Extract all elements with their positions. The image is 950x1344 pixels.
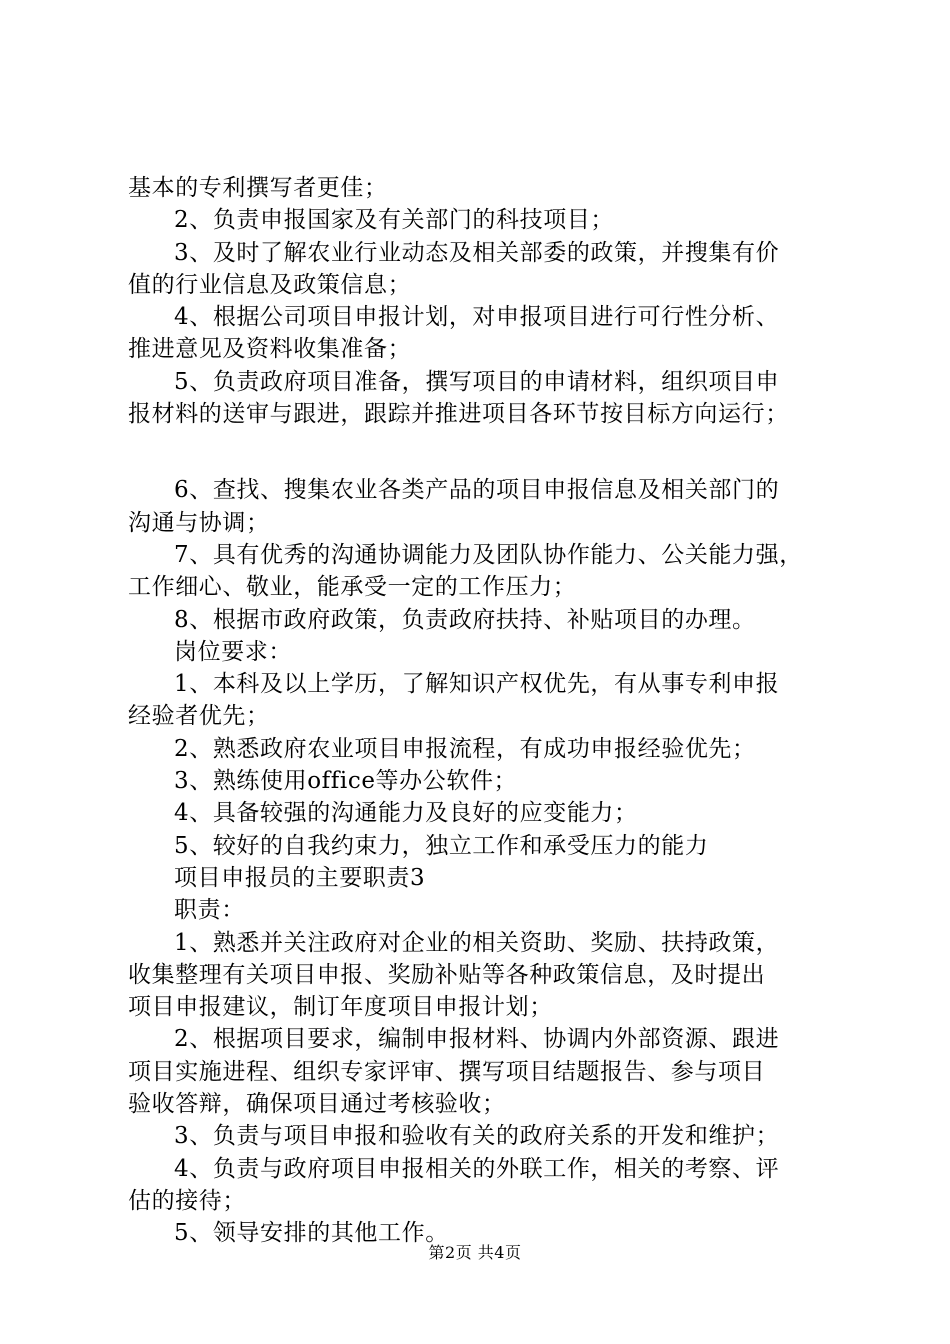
text-line: 报材料的送审与跟进，跟踪并推进项目各环节按目标方向运行； — [128, 401, 789, 428]
text-line: 1、本科及以上学历，了解知识产权优先，有从事专利申报 — [174, 671, 780, 698]
text-line: 4、具备较强的沟通能力及良好的应变能力； — [174, 800, 638, 827]
section-heading: 职责： — [174, 897, 245, 924]
text-line: 值的行业信息及政策信息； — [128, 271, 412, 298]
text-line: 2、负责申报国家及有关部门的科技项目； — [174, 207, 615, 234]
text-line: 沟通与协调； — [128, 509, 270, 536]
text-line: 4、根据公司项目申报计划，对申报项目进行可行性分析、 — [174, 304, 780, 331]
text-line: 收集整理有关项目申报、奖励补贴等各种政策信息，及时提出 — [128, 961, 766, 988]
text-line: 2、熟悉政府农业项目申报流程，有成功申报经验优先； — [174, 735, 756, 762]
text-line: 5、较好的自我约束力，独立工作和承受压力的能力 — [174, 832, 709, 859]
section-heading: 岗位要求： — [174, 638, 292, 665]
text-line: 5、领导安排的其他工作。 — [174, 1220, 449, 1247]
paragraph-gap — [128, 430, 828, 474]
text-line: 验收答辩，确保项目通过考核验收； — [128, 1091, 506, 1118]
text-line: 4、负责与政府项目申报相关的外联工作，相关的考察、评 — [174, 1155, 780, 1182]
text-line: 基本的专利撰写者更佳； — [128, 175, 388, 201]
text-line: 3、及时了解农业行业动态及相关部委的政策，并搜集有价 — [174, 239, 780, 266]
text-line: 1、熟悉并关注政府对企业的相关资助、奖励、扶持政策， — [174, 929, 780, 956]
text-line: 6、查找、搜集农业各类产品的项目申报信息及相关部门的 — [174, 477, 780, 504]
section-heading: 项目申报员的主要职责3 — [174, 864, 426, 891]
text-line: 8、根据市政府政策，负责政府扶持、补贴项目的办理。 — [174, 606, 756, 633]
text-line: 3、熟练使用office等办公软件； — [174, 768, 518, 795]
text-line: 5、负责政府项目准备，撰写项目的申请材料，组织项目申 — [174, 368, 780, 395]
page-footer: 第2页 共4页 — [428, 1243, 522, 1262]
text-line: 3、负责与项目申报和验收有关的政府关系的开发和维护； — [174, 1123, 780, 1150]
text-line: 经验者优先； — [128, 703, 270, 730]
text-line: 项目实施进程、组织专家评审、撰写项目结题报告、参与项目 — [128, 1058, 766, 1085]
text-line: 推进意见及资料收集准备； — [128, 336, 412, 363]
text-line: 2、根据项目要求，编制申报材料、协调内外部资源、跟进 — [174, 1026, 780, 1053]
document-body — [128, 172, 828, 1250]
text-line: 7、具有优秀的沟通协调能力及团队协作能力、公关能力强， — [174, 541, 803, 568]
text-line: 项目申报建议，制订年度项目申报计划； — [128, 994, 553, 1021]
text-line: 工作细心、敬业，能承受一定的工作压力； — [128, 574, 577, 601]
text-line: 估的接待； — [128, 1187, 246, 1214]
